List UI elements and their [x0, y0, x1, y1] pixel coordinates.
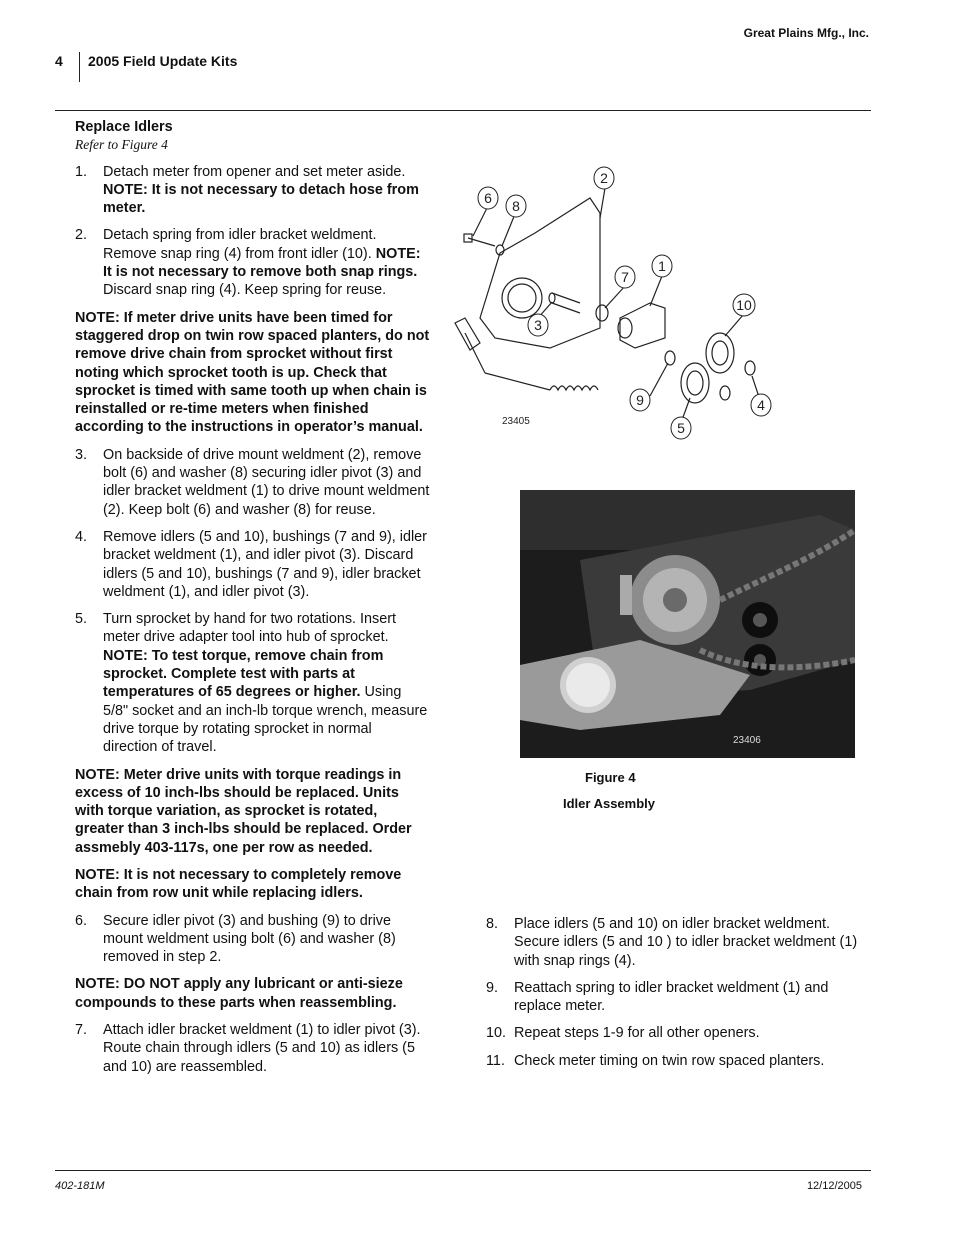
header-rule [55, 110, 871, 111]
callout-10: 10 [736, 297, 752, 313]
callout-9: 9 [636, 392, 644, 408]
callout-3: 3 [534, 317, 542, 333]
callout-7: 7 [621, 269, 629, 285]
note-torque: NOTE: Meter drive units with torque readings in excess of 10 inch-lbs should be replaced. Units with torque variation, as sprocket is rotated, greater than 3 inch-lbs should be replaced. Order assmebly 403-117s, one per row as needed. [75, 766, 412, 856]
step-number: 1. [75, 163, 88, 180]
step-4 [75, 528, 430, 601]
diagram-id: 23405 [502, 416, 530, 427]
note-lubricant: NOTE: DO NOT apply any lubricant or anti-sieze compounds to these parts when reassembling. [75, 976, 403, 1011]
note-chain: NOTE: It is not necessary to completely remove chain from row unit while replacing idlers. [75, 866, 402, 902]
step-text: Check meter timing on twin row spaced planters. [514, 1052, 825, 1069]
right-column [486, 915, 866, 1079]
step-1 [75, 163, 430, 218]
callout-6: 6 [484, 190, 492, 206]
step-8 [486, 915, 866, 970]
figure-reference: Refer to Figure 4 [75, 137, 168, 153]
figure-label: Figure 4 [585, 770, 636, 785]
step-9 [486, 979, 866, 1016]
step-5 [75, 610, 430, 756]
left-column [75, 118, 430, 1085]
step-number: 7. [75, 1022, 88, 1039]
document-number: 402-181M [55, 1180, 105, 1192]
step-text: Repeat steps 1-9 for all other openers. [514, 1025, 760, 1042]
step-3 [75, 446, 430, 519]
page-number: 4 [55, 53, 63, 69]
callout-2: 2 [600, 170, 608, 186]
step-number: 4. [75, 528, 88, 545]
step-number: 2. [75, 227, 88, 244]
callout-8: 8 [512, 198, 520, 214]
step-6 [75, 912, 430, 967]
header-divider [79, 52, 80, 82]
step-note: NOTE: It is not necessary to detach hose from meter. [103, 181, 419, 217]
step-text: On backside of drive mount weldment (2), remove bolt (6) and washer (8) securing idler pivot (3) and idler bracket weldment (1) to drive mount weldment (2). Keep bolt (6) and washer (8) for reuse. [103, 446, 430, 518]
idler-assembly-photo [520, 490, 855, 758]
step-text: Attach idler bracket weldment (1) to idler pivot (3). Route chain through idlers (5 and 10) as idlers (5 and 10) are reassembled. [103, 1022, 421, 1075]
step-text: Remove idlers (5 and 10), bushings (7 and 9), idler bracket weldment (1), and idler pivot (3). Discard idlers (5 and 10), bushings (7 and 9), idler bracket weldment (1), and idler pivot (3). [103, 528, 427, 600]
footer-rule [55, 1170, 871, 1171]
step-text: Secure idler pivot (3) and bushing (9) to drive mount weldment using bolt (6) and washer (8) removed in step 2. [103, 912, 396, 966]
step-10 [486, 1024, 866, 1042]
step-number: 11. [486, 1052, 505, 1069]
step-2 [75, 226, 430, 299]
idler-exploded-diagram [440, 158, 780, 443]
callout-5: 5 [677, 420, 685, 436]
step-note: NOTE: To test torque, remove chain from sprocket. Complete test with parts at temperatures of 65 degrees or higher. [103, 647, 384, 701]
step-number: 6. [75, 912, 88, 929]
note-timing: NOTE: If meter drive units have been timed for staggered drop on twin row spaced planters, do not remove drive chain from sprocket without first noting which sprocket tooth is up. Check that sprocket is timed with same tooth up when chain is reinstalled or re-time meters when finished according to the instructions in operator’s manual. [75, 309, 430, 436]
figure-caption: Idler Assembly [563, 796, 656, 811]
step-text: Detach spring from idler bracket weldment. Remove snap ring (4) from front idler (10). [103, 227, 377, 262]
section-title: Replace Idlers [75, 119, 173, 135]
step-text: Detach meter from opener and set meter aside. [103, 163, 406, 180]
step-number: 10. [486, 1025, 507, 1042]
step-number: 3. [75, 446, 88, 463]
callout-4: 4 [757, 397, 765, 413]
step-text: Place idlers (5 and 10) on idler bracket weldment. Secure idlers (5 and 10 ) to idler bracket weldment (1) with snap rings (4). [514, 916, 858, 969]
step-text: Using 5/8" socket and an inch-lb torque wrench, measure drive torque by rotating sprocket in normal direction of travel. [103, 684, 428, 756]
photo-id: 23406 [733, 735, 761, 746]
document-date: 12/12/2005 [806, 1180, 862, 1192]
step-text: Discard snap ring (4). Keep spring for reuse. [103, 282, 387, 299]
step-note: NOTE: It is not necessary to remove both snap rings. [103, 245, 421, 281]
step-number: 5. [75, 611, 88, 628]
company-name: Great Plains Mfg., Inc. [743, 26, 869, 40]
step-number: 9. [486, 979, 499, 996]
step-text: Reattach spring to idler bracket weldment (1) and replace meter. [514, 979, 829, 1015]
step-11 [486, 1052, 866, 1070]
step-7 [75, 1021, 430, 1076]
step-number: 8. [486, 916, 499, 932]
callout-1: 1 [658, 258, 666, 274]
step-text: Turn sprocket by hand for two rotations. Insert meter drive adapter tool into hub of sprocket. [103, 611, 397, 646]
document-title: 2005 Field Update Kits [88, 53, 238, 69]
